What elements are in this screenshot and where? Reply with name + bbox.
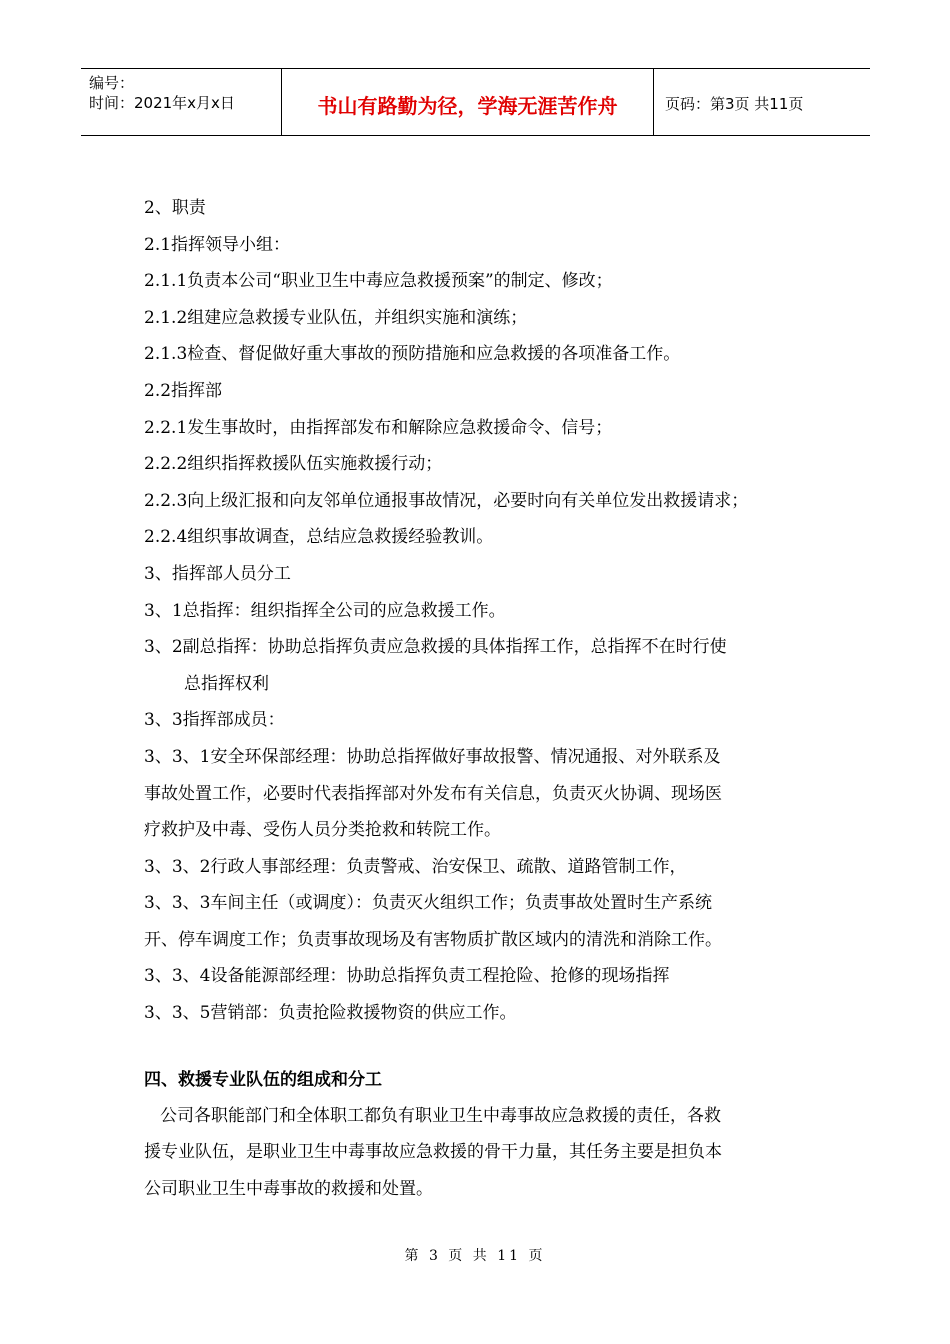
body-line: 3、指挥部人员分工 [144,563,291,584]
body-line: 3、3、2行政人事部经理：负责警戒、治安保卫、疏散、道路管制工作， [144,856,687,877]
body-line: 2、职责 [144,198,206,218]
body-line: 2.1.1负责本公司“职业卫生中毒应急救援预案”的制定、修改； [144,271,613,292]
time-label: 时间：2021年x月x日 [89,94,235,112]
body-line: 2.2.4组织事故调查，总结应急救援经验教训。 [144,527,494,548]
body-line: 3、3、5营销部：负责抢险救援物资的供应工作。 [144,1003,517,1024]
body-line: 2.2.1发生事故时，由指挥部发布和解除应急救援命令、信号； [144,417,613,438]
body-line: 2.1指挥领导小组： [144,234,291,255]
body-line: 3、2副总指挥：协助总指挥负责应急救援的具体指挥工作，总指挥不在时行使 [144,637,727,658]
paragraph-line: 援专业队伍，是职业卫生中毒事故应急救援的骨干力量，其任务主要是担负本 [144,1142,722,1163]
body-line: 总指挥权利 [184,673,269,694]
document-body [144,190,814,1207]
header-page-info: 页码：第3页 共11页 [665,94,804,113]
body-line: 开、停车调度工作；负责事故现场及有害物质扩散区域内的清洗和消除工作。 [144,929,722,950]
body-line: 事故处置工作，必要时代表指挥部对外发布有关信息，负责灭火协调、现场医 [144,783,722,804]
body-line: 2.2指挥部 [144,380,223,401]
page-header [81,68,870,136]
serial-number-label: 编号： [89,74,135,92]
body-line: 2.2.3向上级汇报和向友邻单位通报事故情况，必要时向有关单位发出救援请求； [144,490,749,511]
body-line: 2.2.2组织指挥救援队伍实施救援行动； [144,454,443,475]
body-line: 疗救护及中毒、受伤人员分类抢救和转院工作。 [144,820,501,841]
header-meta-cell [81,69,282,135]
body-line: 3、3指挥部成员： [144,710,285,731]
body-line: 3、3、1安全环保部经理：协助总指挥做好事故报警、情况通报、对外联系及 [144,746,721,767]
body-line: 3、3、3车间主任（或调度）：负责灭火组织工作；负责事故处置时生产系统 [144,893,712,914]
body-line: 2.1.2组建应急救援专业队伍，并组织实施和演练； [144,307,528,328]
page-footer: 第 3 页 共 11 页 [404,1248,546,1264]
body-line: 3、1总指挥：组织指挥全公司的应急救援工作。 [144,600,506,621]
body-line: 3、3、4设备能源部经理：协助总指挥负责工程抢险、抢修的现场指挥 [144,966,670,987]
paragraph-line: 公司各职能部门和全体职工都负有职业卫生中毒事故应急救援的责任，各救 [160,1105,721,1126]
body-line: 2.1.3检查、督促做好重大事故的预防措施和应急救援的各项准备工作。 [144,344,681,365]
paragraph-line: 公司职业卫生中毒事故的救援和处置。 [144,1178,433,1199]
header-motto: 书山有路勤为径，学海无涯苦作舟 [282,69,654,135]
section-heading: 四、救援专业队伍的组成和分工 [144,1069,382,1090]
